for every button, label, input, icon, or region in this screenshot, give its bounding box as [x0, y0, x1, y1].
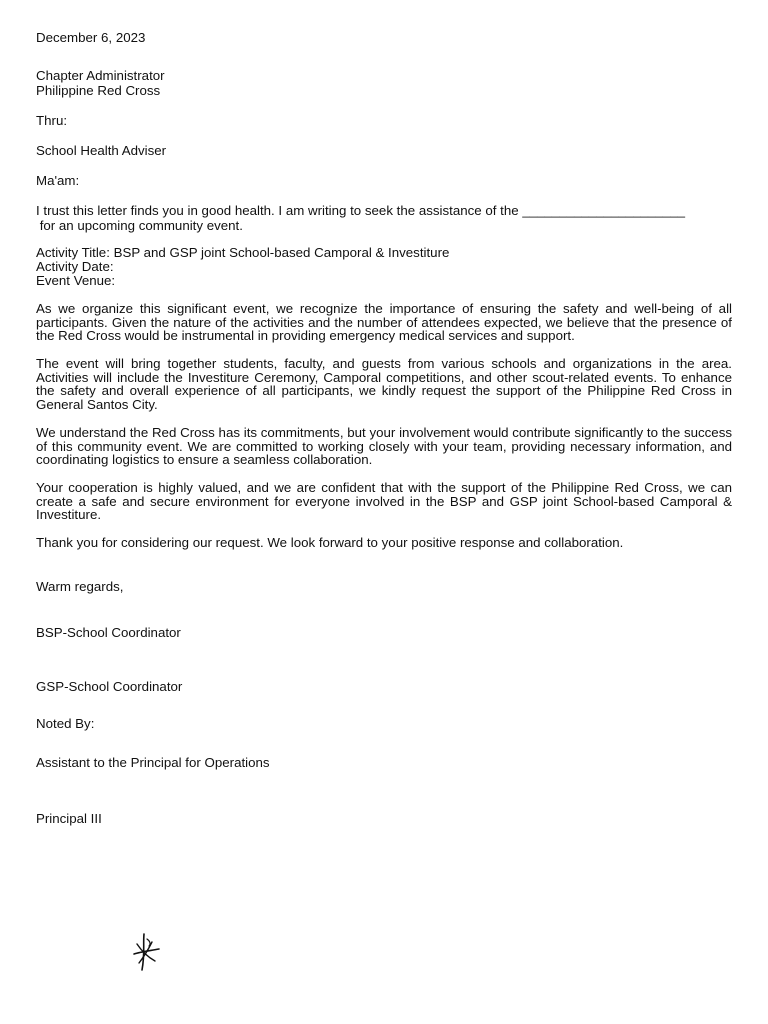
- noted-by-label: Noted By:: [36, 716, 95, 731]
- body-paragraph: The event will bring together students, faculty, and guests from various schools and organizations in the area. Activities will include the Investiture Ceremony, Camporal competitions, and other scout-related events. To enhance the safety and overall experience of all participants, we kindly request the support of the Philippine Red Cross in General Santos City.: [36, 356, 732, 412]
- thru-name: School Health Adviser: [36, 143, 167, 158]
- bsp-coordinator: BSP-School Coordinator: [36, 625, 181, 640]
- event-venue: Event Venue:: [36, 273, 116, 288]
- body-paragraph: As we organize this significant event, we recognize the importance of ensuring the safety and well-being of all participants. Given the nature of the activities and the number of attendees expected, we believe that the presence of the Red Cross would be instrumental in providing emergency medical services and support.: [36, 301, 732, 344]
- body-paragraph: We understand the Red Cross has its commitments, but your involvement would contribute significantly to the success of this community event. We are committed to working closely with your team, providing necessary information, and coordinating logistics to ensure a seamless collaboration.: [36, 425, 732, 468]
- principal: Principal III: [36, 811, 102, 826]
- intro-line-1: I trust this letter finds you in good health. I am writing to seek the assistance of the ______________________: [36, 203, 686, 218]
- letter-date: December 6, 2023: [36, 30, 146, 45]
- intro-line-2: for an upcoming community event.: [36, 218, 243, 233]
- recipient-organization: Philippine Red Cross: [36, 83, 161, 98]
- recipient-title: Chapter Administrator: [36, 68, 165, 83]
- signature-mark: [128, 930, 164, 974]
- assistant-principal: Assistant to the Principal for Operations: [36, 755, 270, 770]
- gsp-coordinator: GSP-School Coordinator: [36, 679, 183, 694]
- thru-label: Thru:: [36, 113, 68, 128]
- activity-date: Activity Date:: [36, 259, 114, 274]
- closing: Warm regards,: [36, 579, 124, 594]
- thanks-line: Thank you for considering our request. We look forward to your positive response and collaboration.: [36, 535, 624, 550]
- activity-title: Activity Title: BSP and GSP joint School-based Camporal & Investiture: [36, 245, 450, 260]
- body-paragraph: Your cooperation is highly valued, and we are confident that with the support of the Philippine Red Cross, we can create a safe and secure environment for everyone involved in the BSP and GSP joint School-based Camporal & Investiture.: [36, 480, 732, 523]
- salutation: Ma'am:: [36, 173, 80, 188]
